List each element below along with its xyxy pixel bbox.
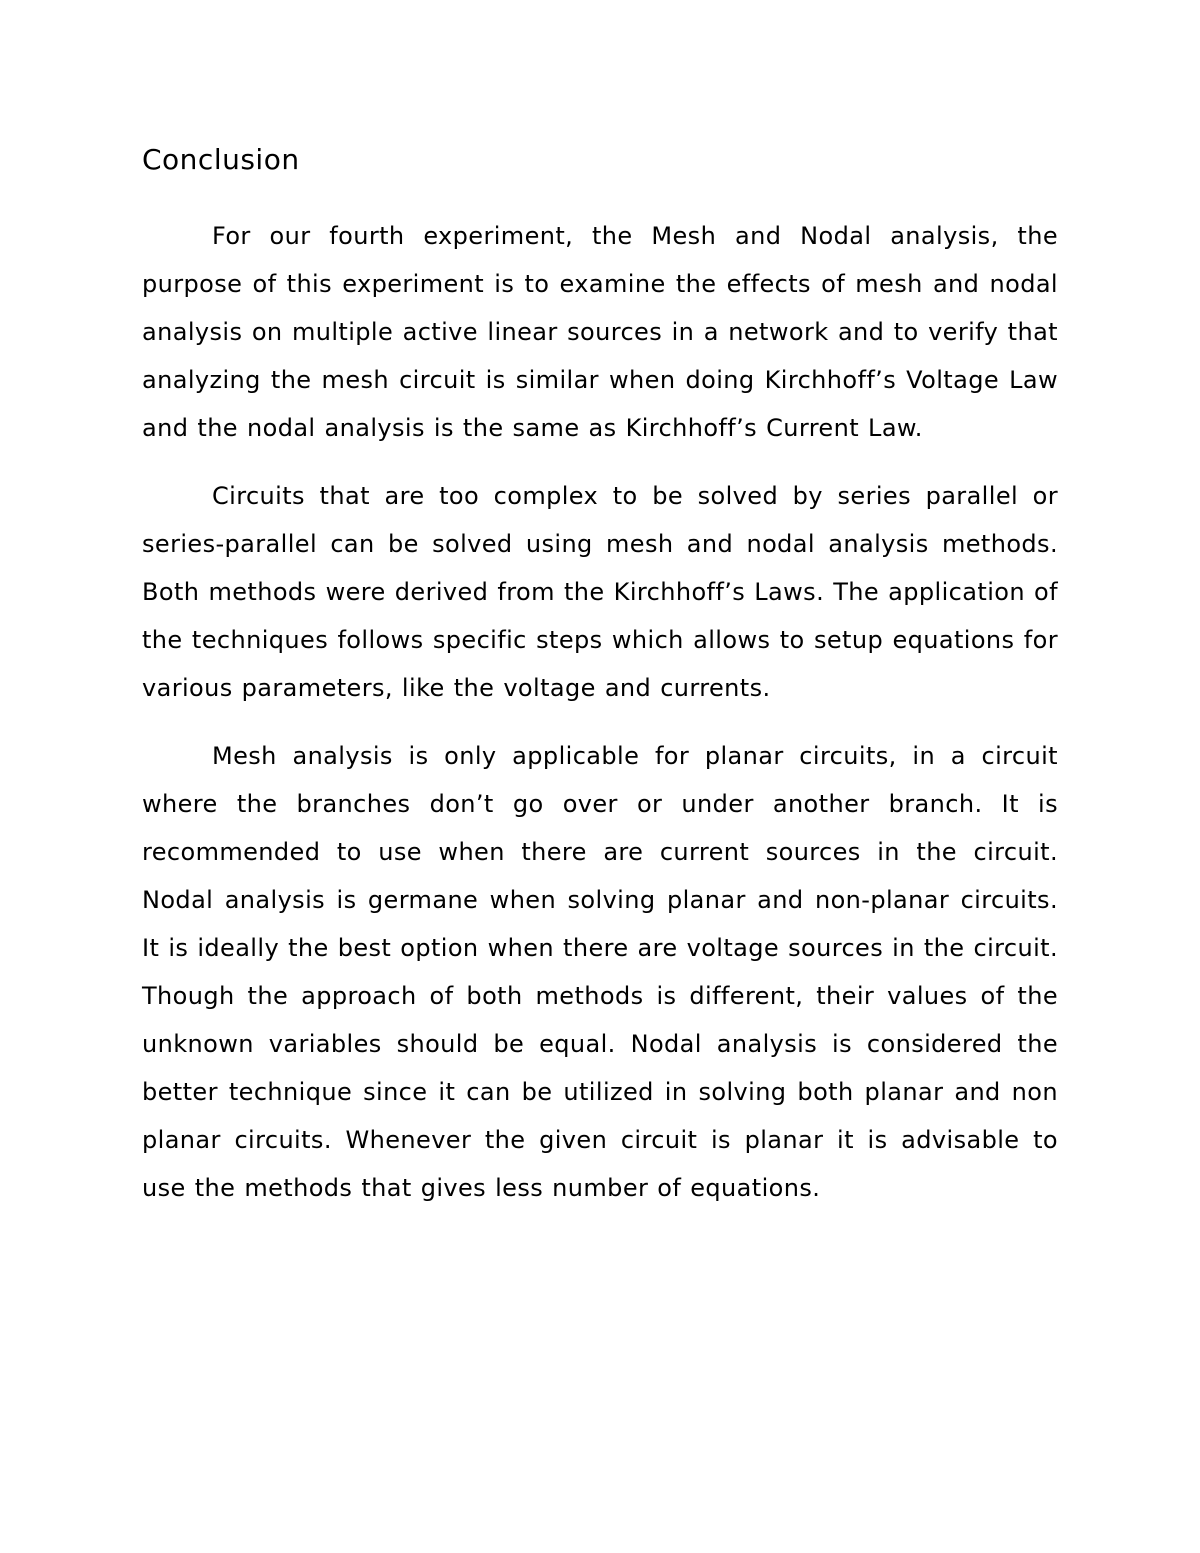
paragraph-1: For our fourth experiment, the Mesh and Nodal analysis, the purpose of this experiment is to examine the effects of mesh and nodal analysis on multiple active linear sources in a network and to verify that analyzing the mesh circuit is similar when doing Kirchhoff’s Voltage Law and the nodal analysis is the same as Kirchhoff’s Current Law.: [142, 222, 1058, 442]
section-heading: Conclusion: [142, 143, 300, 176]
paragraph-2: Circuits that are too complex to be solved by series parallel or series-parallel can be solved using mesh and nodal analysis methods. Both methods were derived from the Kirchhoff’s Laws. The application of the techniques follows specific steps which allows to setup equations for various parameters, like the voltage and currents.: [142, 482, 1058, 702]
paragraph-3: Mesh analysis is only applicable for planar circuits, in a circuit where the branches don’t go over or under another branch. It is recommended to use when there are current sources in the circuit. Nodal analysis is germane when solving planar and non-planar circuits. It is ideally the best option when there are voltage sources in the circuit. Though the approach of both methods is different, their values of the unknown variables should be equal. Nodal analysis is considered the better technique since it can be utilized in solving both planar and non planar circuits. Whenever the given circuit is planar it is advisable to use the methods that gives less number of equations.: [142, 742, 1058, 1202]
document-body: [142, 141, 1058, 1232]
